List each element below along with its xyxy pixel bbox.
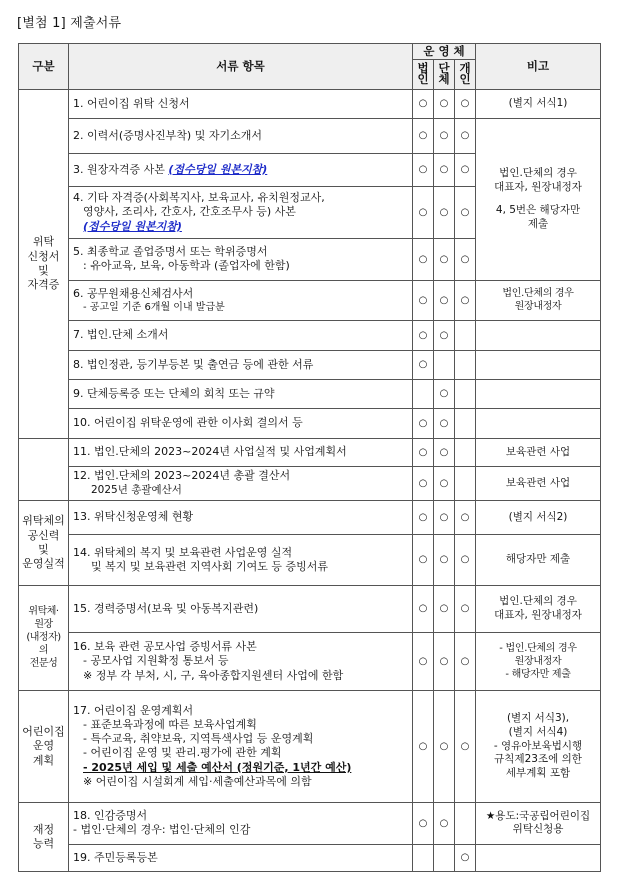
mark-organization: ○	[434, 466, 455, 500]
mark-individual	[455, 466, 476, 500]
header-op-label: 개인	[459, 60, 471, 87]
table-row	[19, 280, 601, 320]
mark-individual: ○	[455, 500, 476, 534]
table-row	[19, 320, 601, 350]
mark-individual	[455, 320, 476, 350]
item-cell: 13. 위탁신청운영체 현황	[69, 500, 413, 534]
document-title: [별첨 1] 제출서류	[17, 16, 122, 31]
remark-line: 4, 5번은 해당자만	[495, 204, 581, 217]
remark-line: 대표자, 원장내정자	[494, 180, 582, 193]
remark-cell: (별지 서식1)	[476, 89, 601, 118]
item-text: ※ 정부 각 부처, 시, 구, 육아종합지원센터 사업에 한함	[83, 668, 344, 682]
mark-individual: ○	[455, 534, 476, 585]
mark-corporation: ○	[413, 153, 434, 186]
remark-line: - 영유아보육법시행	[493, 739, 583, 752]
mark-corporation: ○	[413, 632, 434, 690]
item-cell	[69, 534, 413, 585]
item-cell: 19. 주민등록등본	[69, 844, 413, 871]
item-text: 14. 위탁체의 복지 및 보육관련 사업운영 실적	[73, 545, 293, 559]
mark-organization: ○	[434, 320, 455, 350]
remark-cell	[476, 320, 601, 350]
item-text: - 공고일 기준 6개월 이내 발급분	[83, 302, 225, 314]
remark-line: 법인.단체의 경우	[502, 288, 574, 300]
remark-line: 원장내정자	[514, 655, 562, 667]
table-row	[19, 89, 601, 118]
category-operation-plan	[19, 690, 69, 802]
category-line: 위탁체의	[22, 514, 65, 528]
remark-spacer	[479, 194, 597, 204]
mark-individual: ○	[455, 585, 476, 632]
category-line: 위탁체·	[28, 606, 59, 618]
mark-organization: ○	[434, 802, 455, 844]
category-application-qualification	[19, 89, 69, 438]
item-cell: 9. 단체등록증 또는 단체의 회칙 또는 규약	[69, 379, 413, 408]
table-row	[19, 118, 601, 153]
remark-cell	[476, 802, 601, 844]
remark-line: 법인.단체의 경우	[499, 167, 577, 180]
table-row	[19, 500, 601, 534]
item-cell	[69, 690, 413, 802]
item-text: 영양사, 조리사, 간호사, 간호조무사 등) 사본	[83, 205, 296, 219]
remark-line: 세부계획 포함	[505, 766, 571, 779]
mark-individual: ○	[455, 118, 476, 153]
mark-corporation: ○	[413, 690, 434, 802]
header-operator-group: 운 영 체	[413, 44, 476, 60]
item-cell: 8. 법인정관, 등기부등본 및 출연금 등에 관한 서류	[69, 350, 413, 379]
category-line: 어린이집	[22, 724, 65, 738]
table-row	[19, 585, 601, 632]
mark-organization: ○	[434, 238, 455, 280]
mark-corporation: ○	[413, 534, 434, 585]
mark-corporation: ○	[413, 466, 434, 500]
remark-cell	[476, 844, 601, 871]
table-row	[19, 350, 601, 379]
item-cell: 1. 어린이집 위탁 신청서	[69, 89, 413, 118]
item-text: 6. 공무원채용신체검사서	[73, 286, 194, 300]
budget-plan-text: - 2025년 세입 및 세출 예산서 (정원기준, 1년간 예산)	[83, 760, 352, 774]
item-text: : 유아교육, 보육, 아동학과 (졸업자에 한함)	[83, 259, 290, 273]
category-finance	[19, 802, 69, 871]
original-required-note: (접수당일 원본지참)	[168, 162, 268, 176]
mark-organization: ○	[434, 632, 455, 690]
item-text: 4. 기타 자격증(사회복지사, 보육교사, 유치원정교사,	[73, 190, 325, 204]
category-line: 및	[38, 542, 49, 556]
table-row	[19, 632, 601, 690]
table-row	[19, 379, 601, 408]
mark-organization: ○	[434, 690, 455, 802]
table-row	[19, 802, 601, 844]
mark-organization: ○	[434, 408, 455, 438]
mark-organization: ○	[434, 280, 455, 320]
table-row	[19, 466, 601, 500]
remark-cell: (별지 서식2)	[476, 500, 601, 534]
mark-organization	[434, 844, 455, 871]
mark-individual	[455, 802, 476, 844]
remark-line: 법인.단체의 경우	[499, 595, 577, 608]
item-text: 17. 어린이집 운영계획서	[73, 703, 194, 717]
item-text: - 법인·단체의 경우: 법인·단체의 인감	[73, 823, 251, 837]
remark-cell	[476, 585, 601, 632]
mark-individual: ○	[455, 89, 476, 118]
header-items: 서류 항목	[69, 44, 413, 90]
header-op-organization	[434, 59, 455, 89]
item-cell: 10. 어린이집 위탁운영에 관한 이사회 결의서 등	[69, 408, 413, 438]
mark-organization: ○	[434, 585, 455, 632]
item-cell	[69, 466, 413, 500]
remark-cell	[476, 690, 601, 802]
mark-individual	[455, 350, 476, 379]
item-text: 3. 원장자격증 사본	[73, 162, 169, 176]
table-row	[19, 438, 601, 466]
item-cell	[69, 153, 413, 186]
mark-corporation: ○	[413, 89, 434, 118]
mark-organization: ○	[434, 500, 455, 534]
mark-organization: ○	[434, 186, 455, 238]
item-cell	[69, 186, 413, 238]
header-remarks: 비고	[476, 44, 601, 90]
remark-line: - 법인.단체의 경우	[499, 642, 577, 654]
mark-individual	[455, 379, 476, 408]
item-cell: 7. 법인.단체 소개서	[69, 320, 413, 350]
item-cell: 15. 경력증명서(보육 및 아동복지관련)	[69, 585, 413, 632]
item-cell	[69, 802, 413, 844]
item-text: ※ 어린이집 시설회계 세입·세출예산과목에 의함	[83, 775, 312, 789]
remark-line: 위탁신청용	[512, 823, 564, 836]
category-line: (내정자)의	[26, 632, 61, 657]
mark-organization: ○	[434, 438, 455, 466]
mark-individual: ○	[455, 238, 476, 280]
mark-individual: ○	[455, 690, 476, 802]
remark-cell: 보육관련 사업	[476, 466, 601, 500]
mark-organization: ○	[434, 379, 455, 408]
mark-corporation: ○	[413, 186, 434, 238]
mark-corporation	[413, 844, 434, 871]
remark-line: (별지 서식4)	[508, 725, 568, 738]
item-cell: 11. 법인.단체의 2023~2024년 사업실적 및 사업계획서	[69, 438, 413, 466]
item-text: - 공모사업 지원확정 통보서 등	[83, 654, 229, 668]
remark-cell	[476, 118, 601, 280]
mark-individual	[455, 408, 476, 438]
remark-line: - 해당자만 제출	[505, 668, 571, 680]
category-line: 재정	[32, 822, 55, 836]
mark-corporation: ○	[413, 500, 434, 534]
item-text: - 표준보육과정에 따른 보육사업계획	[83, 717, 257, 731]
item-cell	[69, 632, 413, 690]
mark-corporation: ○	[413, 408, 434, 438]
category-line: 능력	[32, 836, 55, 850]
header-category: 구분	[19, 44, 69, 90]
header-op-label: 단체	[438, 60, 450, 87]
category-empty	[19, 438, 69, 500]
remark-line: 제출	[527, 218, 549, 231]
required-documents-table	[18, 43, 601, 872]
remark-cell	[476, 280, 601, 320]
item-cell	[69, 238, 413, 280]
remark-line: 규칙제23조에 의한	[494, 753, 582, 766]
header-op-label: 법인	[417, 60, 429, 87]
table-row	[19, 844, 601, 871]
item-cell	[69, 280, 413, 320]
category-line: 위탁	[32, 235, 55, 249]
mark-individual: ○	[455, 844, 476, 871]
mark-individual: ○	[455, 186, 476, 238]
item-cell: 2. 이력서(증명사진부착) 및 자기소개서	[69, 118, 413, 153]
mark-individual: ○	[455, 632, 476, 690]
mark-corporation: ○	[413, 320, 434, 350]
remark-cell	[476, 350, 601, 379]
remark-line: 대표자, 원장내정자	[494, 608, 582, 621]
remark-line: ★용도:국공립어린이집	[485, 809, 591, 822]
mark-corporation: ○	[413, 118, 434, 153]
item-text: 및 복지 및 보육관련 지역사회 기여도 등 증빙서류	[91, 559, 328, 573]
item-text: - 어린이집 운영 및 관리.평가에 관한 계획	[83, 746, 282, 760]
category-line: 자격증	[27, 278, 60, 292]
mark-organization: ○	[434, 153, 455, 186]
category-line: 전문성	[29, 658, 58, 670]
mark-corporation: ○	[413, 438, 434, 466]
category-line: 운영	[32, 739, 55, 753]
category-line: 공신력	[27, 528, 60, 542]
item-text: 16. 보육 관련 공모사업 증빙서류 사본	[73, 639, 257, 653]
item-text: 12. 법인.단체의 2023~2024년 총괄 결산서	[73, 469, 291, 483]
table-row	[19, 690, 601, 802]
remark-cell	[476, 379, 601, 408]
category-director-expertise	[19, 585, 69, 690]
category-line: 운영실적	[22, 557, 65, 571]
table-row	[19, 534, 601, 585]
mark-individual	[455, 438, 476, 466]
remark-cell: 보육관련 사업	[476, 438, 601, 466]
category-line: 및	[38, 263, 49, 277]
mark-individual: ○	[455, 153, 476, 186]
remark-line: 원장내정자	[514, 301, 562, 313]
item-text: 18. 인감증명서	[73, 809, 148, 823]
item-text: 2025년 총괄예산서	[91, 483, 182, 496]
remark-line: (별지 서식3),	[506, 712, 570, 725]
remark-cell: 해당자만 제출	[476, 534, 601, 585]
table-row	[19, 408, 601, 438]
remark-cell	[476, 408, 601, 438]
category-line: 계획	[32, 753, 55, 767]
mark-corporation: ○	[413, 238, 434, 280]
category-credibility-performance	[19, 500, 69, 585]
item-text: 5. 최종학교 졸업증명서 또는 학위증명서	[73, 245, 268, 259]
mark-corporation: ○	[413, 585, 434, 632]
header-op-individual	[455, 59, 476, 89]
header-op-corporation	[413, 59, 434, 89]
mark-corporation: ○	[413, 280, 434, 320]
remark-cell	[476, 632, 601, 690]
category-line: 신청서	[27, 249, 60, 263]
mark-corporation: ○	[413, 350, 434, 379]
item-text: - 특수교육, 취약보육, 지역특색사업 등 운영계획	[83, 732, 314, 746]
mark-organization: ○	[434, 534, 455, 585]
mark-corporation	[413, 379, 434, 408]
mark-organization	[434, 350, 455, 379]
mark-organization: ○	[434, 118, 455, 153]
mark-corporation: ○	[413, 802, 434, 844]
mark-individual: ○	[455, 280, 476, 320]
mark-organization: ○	[434, 89, 455, 118]
original-required-note: (접수당일 원본지참)	[83, 219, 182, 233]
category-line: 원장	[34, 619, 53, 631]
